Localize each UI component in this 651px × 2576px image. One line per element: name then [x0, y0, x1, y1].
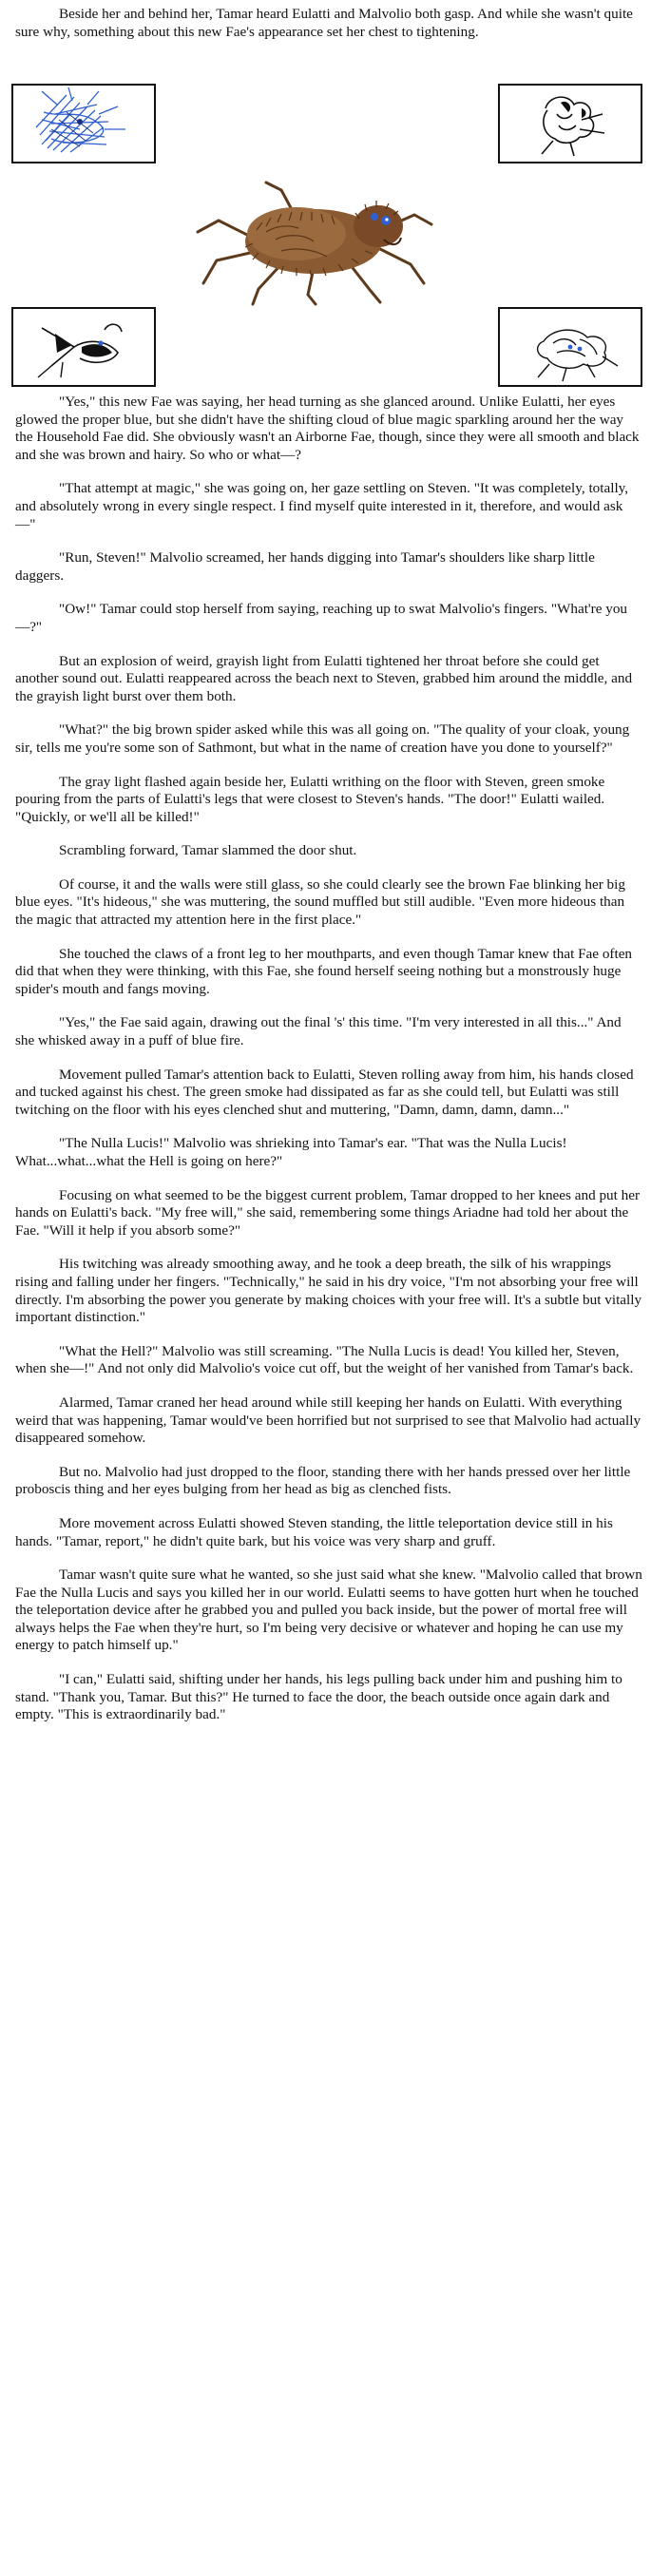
- story-paragraph: More movement across Eulatti showed Steven standing, the little teleportation device still in his hands. "Tamar, report," he didn't quite bark, but his voice was very sharp and gruff.: [15, 1514, 613, 1549]
- story-paragraph: Focusing on what seemed to be the biggest current problem, Tamar dropped to her knees and put her hands on Eulatti's back. "My free will," she said, remembering some things Ariadne had told her about the Fae. "Will it help if you absorb some?": [15, 1186, 641, 1239]
- intro-text-block: [15, 6, 642, 41]
- story-paragraph: Tamar wasn't quite sure what he wanted, so she just said what she knew. "Malvolio called that brown Fae the Nulla Lucis and says you killed her in our world. Eulatti seems to have gotten hurt when he touched the teleportation device after he grabbed you and pulled you back inside, but the power of mortal free will always helps the Fae when they're hurt, so I'm being very decisive or whatever and hoping he can use my energy to patch himself up.": [15, 1567, 642, 1654]
- panel-household-fae: [498, 307, 642, 387]
- story-paragraph: Scrambling forward, Tamar slammed the door shut.: [59, 842, 357, 859]
- story-paragraph: His twitching was already smoothing away, and he took a deep breath, the silk of his wrappings rising and falling under her fingers. "Technically," he said in his dry voice, "I'm not absorbing your free will directly. I'm absorbing the power you generate by making choices with your free will. It's a subtle but vitally important distinction.": [15, 1256, 642, 1326]
- panel-airborne-fae: [11, 307, 156, 387]
- story-paragraph: Alarmed, Tamar craned her head around while still keeping her hands on Eulatti. With everything weird that was happening, Tamar would've been horrified but not surprised to see that Malvolio had actually disappeared somehow.: [15, 1394, 641, 1447]
- story-paragraph: But no. Malvolio had just dropped to the floor, standing there with her hands pressed over her little proboscis thing and her eyes bulging from her head as big as clenched fists.: [15, 1463, 631, 1498]
- story-paragraph: "Yes," the Fae said again, drawing out the final 's' this time. "I'm very interested in all this..." And she whisked away in a puff of blue fire.: [15, 1014, 622, 1049]
- story-paragraph: Of course, it and the walls were still glass, so she could clearly see the brown Fae blinking her big blue eyes. "It's hideous," she was muttering, the sound muffled but still audible. "Even more hideous than the magic that attracted my attention here in the first place.": [15, 875, 625, 929]
- black-fae-icon: [13, 309, 154, 385]
- blue-scribble-fae-icon: [13, 86, 154, 162]
- panel-malvolio-ink: [498, 84, 642, 163]
- story-paragraph: "Ow!" Tamar could stop herself from saying, reaching up to swat Malvolio's fingers. "What're you—?": [15, 601, 628, 635]
- story-paragraph: "What the Hell?" Malvolio was still screaming. "The Nulla Lucis is dead! You killed her, Steven, when she—!" And not only did Malvolio's voice cut off, but the weight of her vanished from Tamar's back.: [15, 1342, 634, 1377]
- ink-figure-icon: [500, 86, 641, 162]
- story-paragraph: The gray light flashed again beside her, Eulatti writhing on the floor with Steven, green smoke pouring from the parts of Eulatti's legs that were closest to Steven's hands. "The door!" Eulatti wailed. "Quickly, or we'll all be killed!": [15, 773, 605, 825]
- panel-blue-fae: [11, 84, 156, 163]
- brown-spider-fae-icon: [190, 173, 437, 306]
- story-paragraph: "What?" the big brown spider asked while this was all going on. "The quality of your cloak, young sir, tells me you're some son of Sathmont, but what in the name of creation have you done to yourself?": [15, 721, 630, 756]
- intro-paragraph: Beside her and behind her, Tamar heard Eulatti and Malvolio both gasp. And while she wasn't quite sure why, something about this new Fae's appearance set her chest to tightening.: [15, 6, 633, 40]
- story-paragraph: But an explosion of weird, grayish light from Eulatti tightened her throat before she could get another sound out. Eulatti reappeared across the beach next to Steven, grabbed him around the middle, and the grayish light burst over them both.: [15, 652, 633, 704]
- story-paragraph: "Yes," this new Fae was saying, her head turning as she glanced around. Unlike Eulatti, her eyes glowed the proper blue, but she didn't have the shifting cloud of blue magic sparkling around her the way the Household Fae did. She obviously wasn't an Airborne Fae, though, since they were all smooth and black and she was brown and hairy. So who or what—?: [15, 394, 640, 463]
- story-paragraph: "The Nulla Lucis!" Malvolio was shrieking into Tamar's ear. "That was the Nulla Lucis! What...what...what the Hell is going on here?": [15, 1135, 567, 1169]
- story-paragraph: She touched the claws of a front leg to her mouthparts, and even though Tamar knew that Fae often did that when they were thinking, with this Fae, she found herself seeing nothing but a monstrously huge spider's mouth and fangs moving.: [15, 945, 633, 997]
- brown-spider-fae-illustration: [190, 173, 437, 306]
- sketch-fae-icon: [500, 309, 641, 385]
- story-paragraph: "Run, Steven!" Malvolio screamed, her hands digging into Tamar's shoulders like sharp little daggers.: [15, 549, 595, 584]
- story-paragraph: "I can," Eulatti said, shifting under her hands, his legs pulling back under him and pushing him to stand. "Thank you, Tamar. But this?" He turned to face the door, the beach outside once again dark and empty. "This is extraordinarily bad.": [15, 1671, 622, 1723]
- story-text-block: [15, 394, 642, 1740]
- story-paragraph: Movement pulled Tamar's attention back to Eulatti, Steven rolling away from him, his hands closed and tucked against his chest. The green smoke had dissipated as far as she could tell, but Eulatti was still twitching on the floor with his eyes clenched shut and muttering, "Damn, damn, damn, damn...": [15, 1066, 634, 1118]
- story-paragraph: "That attempt at magic," she was going on, her gaze settling on Steven. "It was completely, totally, and absolutely wrong in every single respect. I find myself quite interested in it, therefore, and would ask—": [15, 480, 629, 532]
